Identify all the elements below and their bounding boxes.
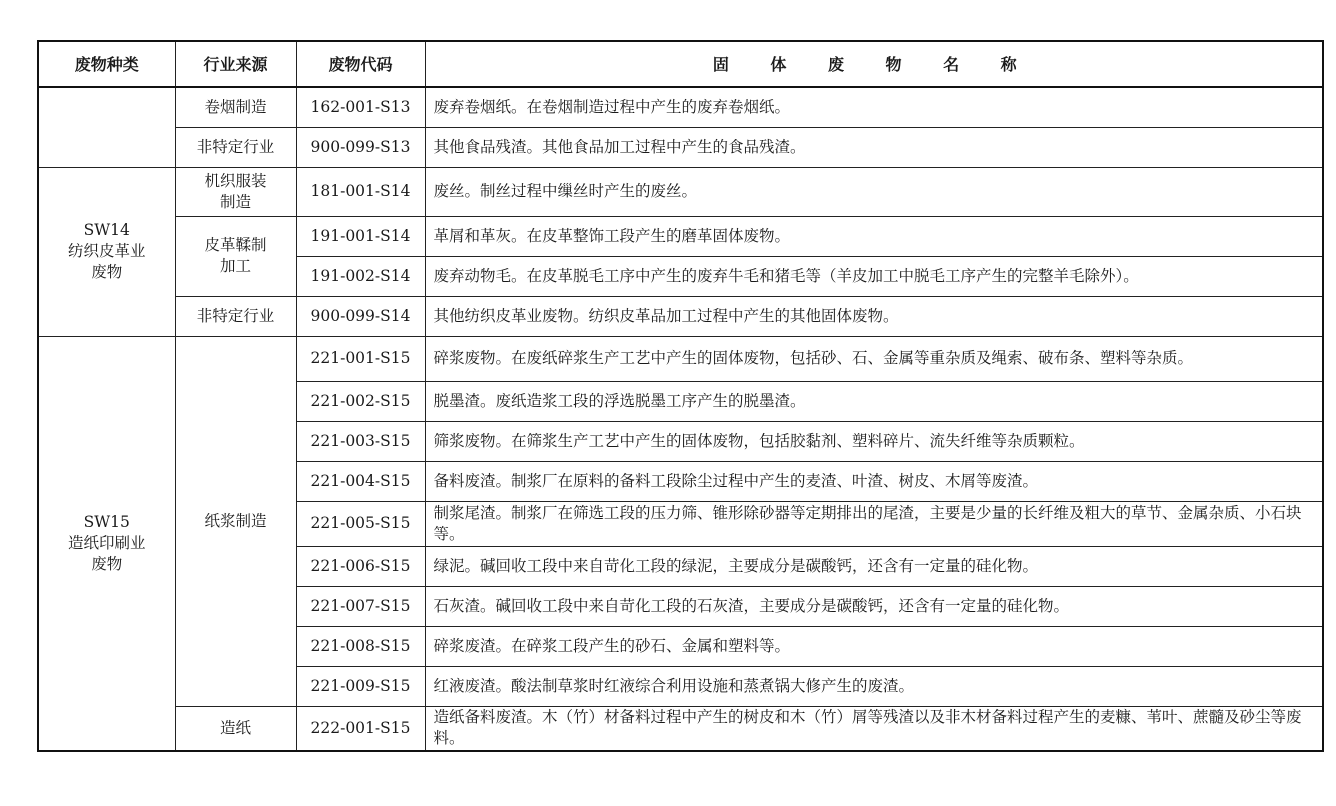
table-row bbox=[38, 336, 1323, 381]
code-cell: 900-099-S13 bbox=[296, 127, 425, 167]
category-cell-empty bbox=[38, 87, 175, 167]
table-row bbox=[38, 127, 1323, 167]
source-cell: 造纸 bbox=[175, 706, 296, 751]
code-cell: 900-099-S14 bbox=[296, 296, 425, 336]
table-row bbox=[38, 296, 1323, 336]
code-cell: 221-009-S15 bbox=[296, 666, 425, 706]
source-cell: 非特定行业 bbox=[175, 296, 296, 336]
code-cell: 221-003-S15 bbox=[296, 421, 425, 461]
category-cell-sw15: SW15 造纸印刷业 废物 bbox=[38, 336, 175, 751]
code-cell: 191-002-S14 bbox=[296, 256, 425, 296]
waste-name-cell: 绿泥。碱回收工段中来自苛化工段的绿泥，主要成分是碳酸钙，还含有一定量的硅化物。 bbox=[425, 546, 1323, 586]
code-cell: 221-002-S15 bbox=[296, 381, 425, 421]
code-cell: 221-008-S15 bbox=[296, 626, 425, 666]
header-waste-category: 废物种类 bbox=[38, 41, 175, 87]
code-cell: 221-007-S15 bbox=[296, 586, 425, 626]
table-row bbox=[38, 87, 1323, 127]
code-cell: 221-001-S15 bbox=[296, 336, 425, 381]
waste-name-cell: 碎浆废渣。在碎浆工段产生的砂石、金属和塑料等。 bbox=[425, 626, 1323, 666]
waste-name-cell: 红液废渣。酸法制草浆时红液综合利用设施和蒸煮锅大修产生的废渣。 bbox=[425, 666, 1323, 706]
source-cell: 纸浆制造 bbox=[175, 336, 296, 706]
source-cell: 卷烟制造 bbox=[175, 87, 296, 127]
table-row bbox=[38, 706, 1323, 751]
waste-name-cell: 其他食品残渣。其他食品加工过程中产生的食品残渣。 bbox=[425, 127, 1323, 167]
code-cell: 181-001-S14 bbox=[296, 167, 425, 216]
source-cell: 非特定行业 bbox=[175, 127, 296, 167]
waste-table-wrapper bbox=[37, 40, 1324, 752]
solid-waste-table bbox=[37, 40, 1324, 752]
waste-name-cell: 其他纺织皮革业废物。纺织皮革品加工过程中产生的其他固体废物。 bbox=[425, 296, 1323, 336]
code-cell: 222-001-S15 bbox=[296, 706, 425, 751]
code-cell: 162-001-S13 bbox=[296, 87, 425, 127]
header-industry-source: 行业来源 bbox=[175, 41, 296, 87]
source-cell: 机织服装 制造 bbox=[175, 167, 296, 216]
waste-name-cell: 革屑和革灰。在皮革整饰工段产生的磨革固体废物。 bbox=[425, 216, 1323, 256]
waste-name-cell: 脱墨渣。废纸造浆工段的浮选脱墨工序产生的脱墨渣。 bbox=[425, 381, 1323, 421]
header-solid-waste-name: 固 体 废 物 名 称 bbox=[425, 41, 1323, 87]
table-row bbox=[38, 216, 1323, 256]
waste-name-cell: 备料废渣。制浆厂在原料的备料工段除尘过程中产生的麦渣、叶渣、树皮、木屑等废渣。 bbox=[425, 461, 1323, 501]
waste-name-cell: 废弃动物毛。在皮革脱毛工序中产生的废弃牛毛和猪毛等（羊皮加工中脱毛工序产生的完整羊毛除外）。 bbox=[425, 256, 1323, 296]
waste-name-cell: 造纸备料废渣。木（竹）材备料过程中产生的树皮和木（竹）屑等残渣以及非木材备料过程产生的麦糠、苇叶、蔗髓及砂尘等废料。 bbox=[425, 706, 1323, 751]
waste-name-cell: 石灰渣。碱回收工段中来自苛化工段的石灰渣，主要成分是碳酸钙，还含有一定量的硅化物。 bbox=[425, 586, 1323, 626]
waste-name-cell: 废丝。制丝过程中缫丝时产生的废丝。 bbox=[425, 167, 1323, 216]
waste-name-cell: 废弃卷烟纸。在卷烟制造过程中产生的废弃卷烟纸。 bbox=[425, 87, 1323, 127]
waste-name-cell: 筛浆废物。在筛浆生产工艺中产生的固体废物，包括胶黏剂、塑料碎片、流失纤维等杂质颗粒。 bbox=[425, 421, 1323, 461]
source-cell: 皮革鞣制 加工 bbox=[175, 216, 296, 296]
code-cell: 221-005-S15 bbox=[296, 501, 425, 546]
category-cell-sw14: SW14 纺织皮革业 废物 bbox=[38, 167, 175, 336]
table-header-row bbox=[38, 41, 1323, 87]
code-cell: 221-004-S15 bbox=[296, 461, 425, 501]
code-cell: 191-001-S14 bbox=[296, 216, 425, 256]
table-row bbox=[38, 167, 1323, 216]
waste-name-cell: 碎浆废物。在废纸碎浆生产工艺中产生的固体废物，包括砂、石、金属等重杂质及绳索、破布条、塑料等杂质。 bbox=[425, 336, 1323, 381]
code-cell: 221-006-S15 bbox=[296, 546, 425, 586]
header-waste-code: 废物代码 bbox=[296, 41, 425, 87]
waste-name-cell: 制浆尾渣。制浆厂在筛选工段的压力筛、锥形除砂器等定期排出的尾渣，主要是少量的长纤维及粗大的草节、金属杂质、小石块等。 bbox=[425, 501, 1323, 546]
